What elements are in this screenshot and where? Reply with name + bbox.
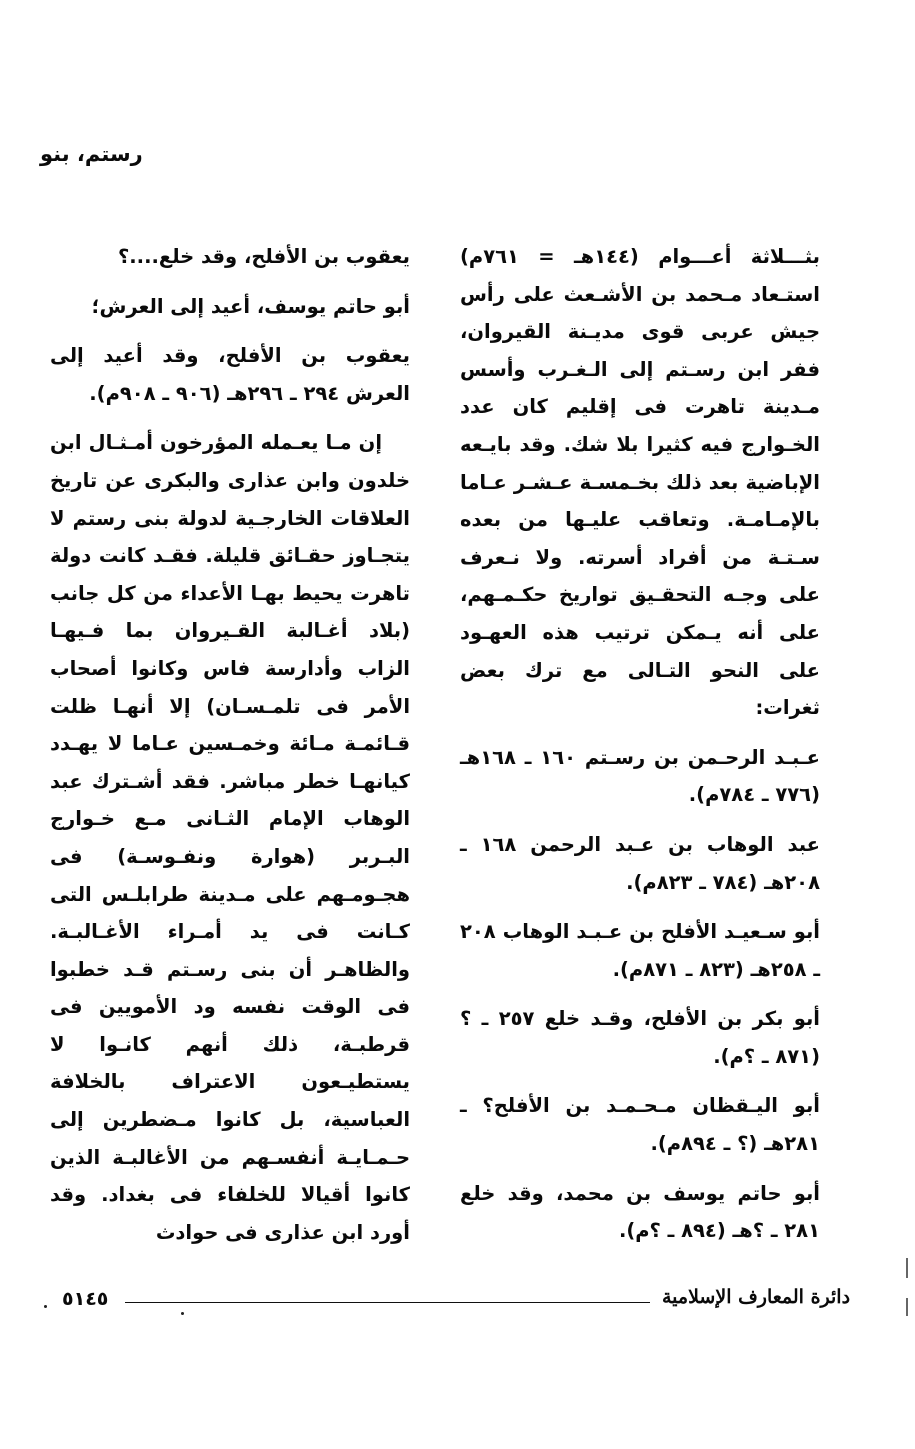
- scan-edge-mark: [906, 1298, 908, 1316]
- footer-encyclopedia-title: دائرة المعارف الإسلامية: [662, 1286, 851, 1308]
- ruler-entry: أبو سـعيـد الأفلح بن عـبـد الوهاب ٢٠٨ ـ ٢٥٨هـ (٨٢٣ ـ ٨٧١م).: [460, 920, 820, 981]
- ruler-entry: أبو بكر بن الأفلح، وقـد خلع ٢٥٧ ـ ؟ (٨٧١ ـ ؟م).: [460, 1007, 820, 1068]
- scan-speck: [181, 1312, 184, 1315]
- page-number: ٥١٤٥: [62, 1288, 109, 1310]
- running-header: رستم، بنو: [40, 142, 143, 166]
- ruler-entry: عـبـد الرحـمن بن رسـتم ١٦٠ ـ ١٦٨هـ (٧٧٦ ـ ٧٨٤م).: [460, 745, 820, 807]
- ruler-entry: عبد الوهاب بن عـبد الرحمن ١٦٨ ـ ٢٠٨هـ (٧٨٤ ـ ٨٢٣م).: [460, 832, 820, 894]
- footer-rule: [125, 1302, 650, 1303]
- scan-edge-mark: [906, 1258, 908, 1278]
- paragraph-intro: بثـــلاثة أعـــوام (١٤٤هـ = ٧٦١م) استـعاد مـحمد بن الأشـعث على رأس جيش عربى قوى مديـنة القيروان، ففر ابن رسـتم إلى الـغـرب وأسس مـدينة تاهرت فى إقليم كان عدد الخـوارج فيه كثيرا بلا شك. وقد بايـعه الإباضية بعد ذلك بخـمسـة عـشـر عـاما بالإمـامـة. وتعاقب عليـها من بعده سـتـة من أفراد أسرته. ولا نـعرف على وجـه التحقـيق تواريخ حكـمـهم، على أنه يـمكن ترتيب هذه العهـود على النحو التـالى مع ترك بعض ثغرات:: [460, 245, 820, 720]
- ruler-entry: يعقوب بن الأفلح، وقد أعيد إلى العرش ٢٩٤ ـ ٢٩٦هـ (٩٠٦ ـ ٩٠٨م).: [50, 344, 410, 405]
- right-column: [460, 238, 820, 1262]
- paragraph-relations: إن مـا يعـمله المؤرخون أمـثـال ابن خلدون وابن عذارى والبكرى عن تاريخ العلاقات الخارجـية لدولة بنى رستم لا يتجـاوز حقـائق قليلة. فقـد كانت دولة تاهرت يحيط بهـا الأعداء من كل جانب (بلاد أغـالبة القـيروان بما فـيهـا الزاب وأدارسة فاس وكانوا أصحاب الأمر فى تلمـسـان) إلا أنهـا ظلت قـائمـة مـائة وخمـسين عـاما لا يهـدد كيانهـا خطر مباشر. فقد أشـترك عبد الوهاب الإمام الثـانى مـع خـوارج البـربر (هوارة ونفـوسـة) فى هجـومـهم على مـدينة طرابلـس التى كـانت فى يد أمـراء الأغـالبـة. والظاهـر أن بنى رسـتم قـد خطبوا فى الوقت نفسه ود الأمويين فى قرطبـة، ذلك أنهم كانـوا لا يستطيـعون الاعتراف بالخلافة العباسية، بل كانوا مـضطرين إلى حـمـايـة أنفسـهم من الأغالبـة الذين كانوا أقيالا للخلفاء فى بغداد. وقد أورد ابن عذارى فى حوادث: [50, 431, 410, 1244]
- ruler-entry: أبو حاتم يوسف، أعيد إلى العرش؛: [91, 294, 410, 318]
- ruler-entry: يعقوب بن الأفلح، وقد خلع....؟: [117, 245, 410, 268]
- ruler-entry: أبو اليـقظان مـحـمـد بن الأفلح؟ ـ ٢٨١هـ (؟ ـ ٨٩٤م).: [460, 1094, 820, 1156]
- left-column: [50, 238, 410, 1263]
- ruler-entry: أبو حاتم يوسف بن محمد، وقد خلع ٢٨١ ـ ؟هـ (٨٩٤ ـ ؟م).: [460, 1181, 820, 1243]
- scan-speck: [44, 1305, 47, 1308]
